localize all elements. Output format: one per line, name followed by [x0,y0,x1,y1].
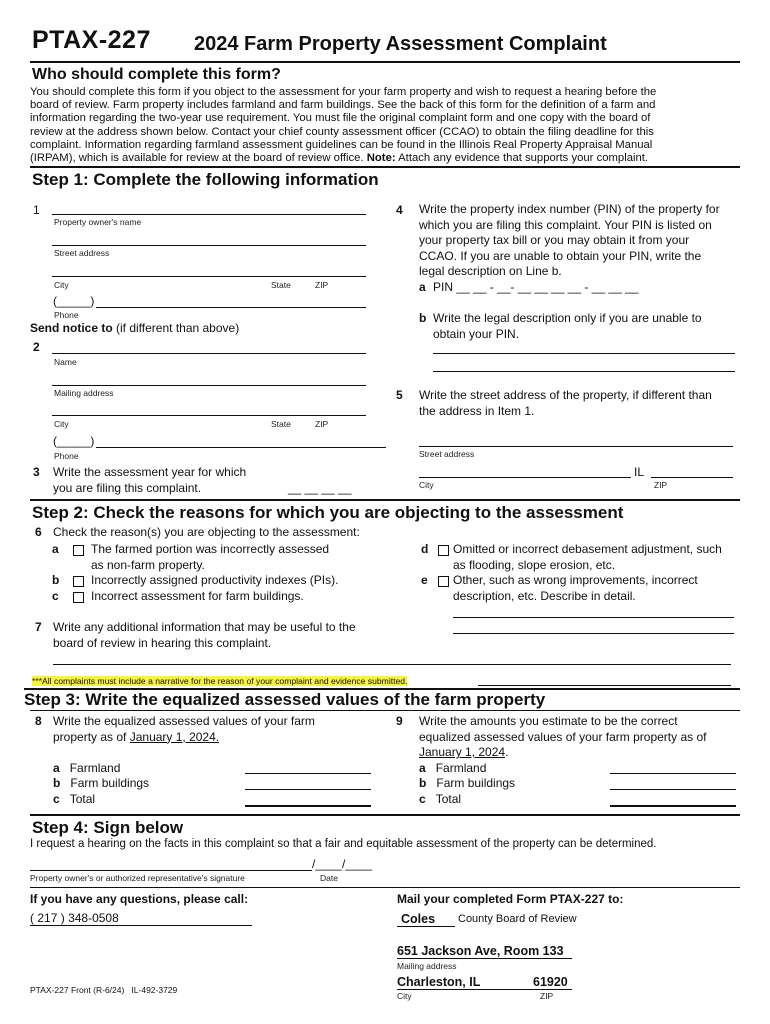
item5-line: Write the street address of the property, if different than [419,388,712,402]
date-field[interactable]: /____/____ [312,857,373,871]
item4b-line: obtain your PIN. [433,326,520,341]
reason-a-checkbox[interactable] [73,545,84,556]
owner-name-label: Property owner's name [54,217,142,227]
property-zip-label: ZIP [654,480,668,490]
questions-heading: If you have any questions, please call: [30,892,249,906]
item8-buildings-row [53,776,149,792]
reason-a-label: a [52,542,59,556]
contact-phone-line [30,925,252,926]
item9-farmland-row [419,761,486,777]
state-label: State [271,280,291,290]
property-city-field[interactable] [419,477,631,478]
phone-number: 348-0508 [68,911,119,925]
notice-phone-field[interactable] [96,447,386,448]
form-code: PTAX-227 [32,26,151,54]
note-label: Note: [366,152,396,165]
date-label: Date [320,873,338,883]
other-detail-line-2[interactable] [453,633,734,634]
area-code: 217 [37,911,58,925]
item9-line: Write the amounts you estimate to be the correct [419,714,678,728]
item5-text [419,388,712,419]
zip-label: ZIP [315,280,329,290]
item9-buildings-field[interactable] [610,789,736,790]
item8-buildings-field[interactable] [245,789,371,790]
il-label: IL [634,465,645,479]
step1-rule [30,499,740,501]
city-state-zip-field[interactable] [52,276,366,277]
item7-line: board of review in hearing this complaint. [53,635,272,650]
additional-info-line-2[interactable] [478,685,731,686]
item9-total-field[interactable] [610,805,736,807]
intro-line: board of review. Farm property includes farmland and farm buildings. See the back of this form for the definition of a farm and [30,99,656,112]
notice-state-label: State [271,419,291,429]
phone-field[interactable] [96,307,366,308]
notice-phone-label: Phone [54,451,79,461]
intro-line: review at the address shown below. Contact your chief county assessment officer (CCAO) to obtain the filing deadline for this [30,125,654,138]
property-city-label: City [419,480,434,490]
row-label: Farmland [435,761,487,775]
item4-line: legal description on Line b. [419,264,562,278]
item4b-label: b [419,311,427,325]
row-label: Farmland [69,761,121,775]
row-letter: c [53,792,60,806]
item9-line: equalized assessed values of your farm property as of [419,729,707,744]
item9-number: 9 [396,714,403,728]
item3-line: Write the assessment year for which [53,465,247,479]
row-letter: b [419,776,427,790]
notice-name-label: Name [54,357,77,367]
item4-line: Write the property index number (PIN) of the property for [419,202,720,216]
zip-caption: ZIP [540,991,554,1001]
row-label: Farm buildings [436,776,516,790]
reason-c-label: c [52,589,59,603]
item8-farmland-row [53,761,120,777]
item7-text [53,620,356,651]
street-address-label: Street address [54,248,110,258]
mailing-address-caption: Mailing address [397,961,457,971]
item3-text [53,465,246,496]
item9-text [419,714,706,761]
item6-number: 6 [35,525,42,539]
item8-farmland-field[interactable] [245,773,371,774]
other-detail-line-1[interactable] [453,617,734,618]
item6-text: Check the reason(s) you are objecting to the assessment: [53,525,360,539]
row-letter: a [419,761,426,775]
county-suffix: County Board of Review [458,913,577,925]
mailing-address-field[interactable] [52,385,366,386]
notice-zip-label: ZIP [315,419,329,429]
item3-line: you are filing this complaint. [53,480,202,495]
item4-line: CCAO. If you are unable to obtain your PIN, write the [419,248,702,263]
item8-number: 8 [35,714,42,728]
reason-a-text [91,542,329,573]
county-name: Coles [401,912,436,926]
item5-number: 5 [396,388,403,402]
signature-field[interactable] [30,870,312,871]
property-street-label: Street address [419,449,475,459]
item1-number: 1 [33,203,40,217]
step3-heading: Step 3: Write the equalized assessed values of the farm property [24,690,546,709]
footer-left: PTAX-227 Front (R-6/24) [30,985,125,995]
notice-city-field[interactable] [52,415,366,416]
item4-text [419,202,749,280]
item5-line: the address in Item 1. [419,403,535,418]
assessment-year-field[interactable]: __ __ __ __ [288,481,352,495]
city-label: City [54,280,69,290]
mail-zip: 61920 [533,975,568,989]
hearing-statement: I request a hearing on the facts in this complaint so that a fair and equitable assessment of the property can be determined. [30,838,657,850]
header-rule [30,61,740,63]
item8-date: January 1, 2024. [129,729,220,744]
item4b-text [433,311,702,342]
reason-a-line: The farmed portion was incorrectly assessed [91,542,330,556]
narrative-notice: ***All complaints must include a narrative for the reason of your complaint and evidence submitted. [32,676,408,686]
item7-number: 7 [35,620,42,634]
reason-b-checkbox[interactable] [73,576,84,587]
reason-d-text [453,542,722,573]
item4-line: your property tax bill or you may obtain it from your [419,233,690,247]
item8-total-field[interactable] [245,805,371,807]
reason-a-line: as non-farm property. [91,557,205,572]
item8-total-row [53,792,95,808]
reason-d-checkbox[interactable] [438,545,449,556]
owner-name-field[interactable] [52,214,366,215]
mail-street: 651 Jackson Ave, Room 133 [397,944,564,958]
row-letter: c [419,792,426,806]
intro-line [30,152,742,165]
item9-date: January 1, 2024 [419,745,506,759]
reason-b-label: b [52,573,60,587]
item4-line: which you are filing this complaint. Your PIN is listed on [419,217,712,232]
intro-line: You should complete this form if you object to the assessment for your farm property and wish to request a hearing before the [30,86,657,98]
item3-number: 3 [33,465,40,479]
legal-description-line-1[interactable] [433,353,735,354]
legal-description-line-2[interactable] [433,371,735,372]
item4a-label: a [419,280,426,294]
reason-c-text: Incorrect assessment for farm buildings. [91,589,304,603]
item7-line: Write any additional information that may be useful to the [53,620,356,634]
phone-open: ( [30,911,34,925]
intro-heading: Who should complete this form? [32,66,281,83]
notice-name-field[interactable] [52,353,366,354]
step3-bottom-rule [30,814,740,816]
send-notice-label [30,321,239,337]
form-title: 2024 Farm Property Assessment Complaint [194,33,607,55]
step4-rule [30,887,740,888]
item9-farmland-field[interactable] [610,773,736,774]
reason-c-checkbox[interactable] [73,592,84,603]
reason-e-checkbox[interactable] [438,576,449,587]
mail-street-underline [397,958,572,959]
step4-heading: Step 4: Sign below [32,818,184,837]
row-label: Farm buildings [70,776,150,790]
mail-city: Charleston, IL [397,975,481,989]
reason-e-line: Other, such as wrong improvements, incorrect [453,573,698,587]
item9-line [419,745,706,761]
row-letter: a [53,761,60,775]
property-zip-field[interactable] [651,477,733,478]
item9-date-end: . [505,745,509,759]
mail-city-underline [397,989,572,990]
intro-line: information regarding the two-year use requirement. You must file the original complaint form and one copy with the board of [30,112,651,125]
additional-info-line-1[interactable] [53,664,731,665]
send-notice-bold: Send notice to [30,321,113,335]
step1-heading: Step 1: Complete the following information [32,170,379,189]
notice-city-label: City [54,419,69,429]
property-street-field[interactable] [419,446,733,447]
street-address-field[interactable] [52,245,366,246]
step2-heading: Step 2: Check the reasons for which you are objecting to the assessment [32,503,624,522]
intro-rule [30,166,740,168]
item8-pre: property as of [53,729,130,744]
city-caption: City [397,991,412,1001]
item8-line [53,730,315,746]
phone-paren: (_____) [53,294,95,308]
row-label: Total [435,792,462,806]
intro-paragraph [30,86,742,165]
reason-e-label: e [421,573,428,587]
item2-number: 2 [33,340,40,354]
phone-close: ) [60,911,65,925]
send-notice-rest: (if different than above) [112,321,240,335]
footer-code: IL-492-3729 [131,985,178,995]
item9-total-row [419,792,461,808]
row-label: Total [69,792,96,806]
item8-line: Write the equalized assessed values of your farm [53,714,315,728]
signature-label: Property owner's or authorized representative's signature [30,873,245,883]
row-letter: b [53,776,61,790]
mail-heading: Mail your completed Form PTAX-227 to: [397,892,624,906]
reason-e-text [453,573,698,604]
county-underline [397,926,455,927]
intro-last-text: (IRPAM), which is available for review at the board of review office. [30,152,367,165]
intro-line: complaint. Information regarding farmland assessment guidelines can be found in the Illinois Real Property Appraisal Manual [30,138,653,151]
reason-e-line: description, etc. Describe in detail. [453,588,636,603]
step3-rule [30,710,740,711]
item8-text [53,714,315,745]
notice-phone-paren: (_____) [53,434,95,448]
reason-d-line: Omitted or incorrect debasement adjustment, such [453,542,722,556]
item9-buildings-row [419,776,515,792]
mailing-address-label: Mailing address [54,388,114,398]
reason-d-line: as flooding, slope erosion, etc. [453,557,616,572]
footer-revision [30,985,177,995]
note-text: Attach any evidence that supports your complaint. [395,152,649,165]
reason-d-label: d [421,542,429,556]
pin-field[interactable]: PIN __ __ - __- __ __ __ __ - __ __ __ [433,280,639,294]
reason-b-text: Incorrectly assigned productivity indexes (PIs). [91,573,339,587]
item4-number: 4 [396,203,403,217]
item4b-line: Write the legal description only if you are unable to [433,311,702,325]
phone-label: Phone [54,310,79,320]
